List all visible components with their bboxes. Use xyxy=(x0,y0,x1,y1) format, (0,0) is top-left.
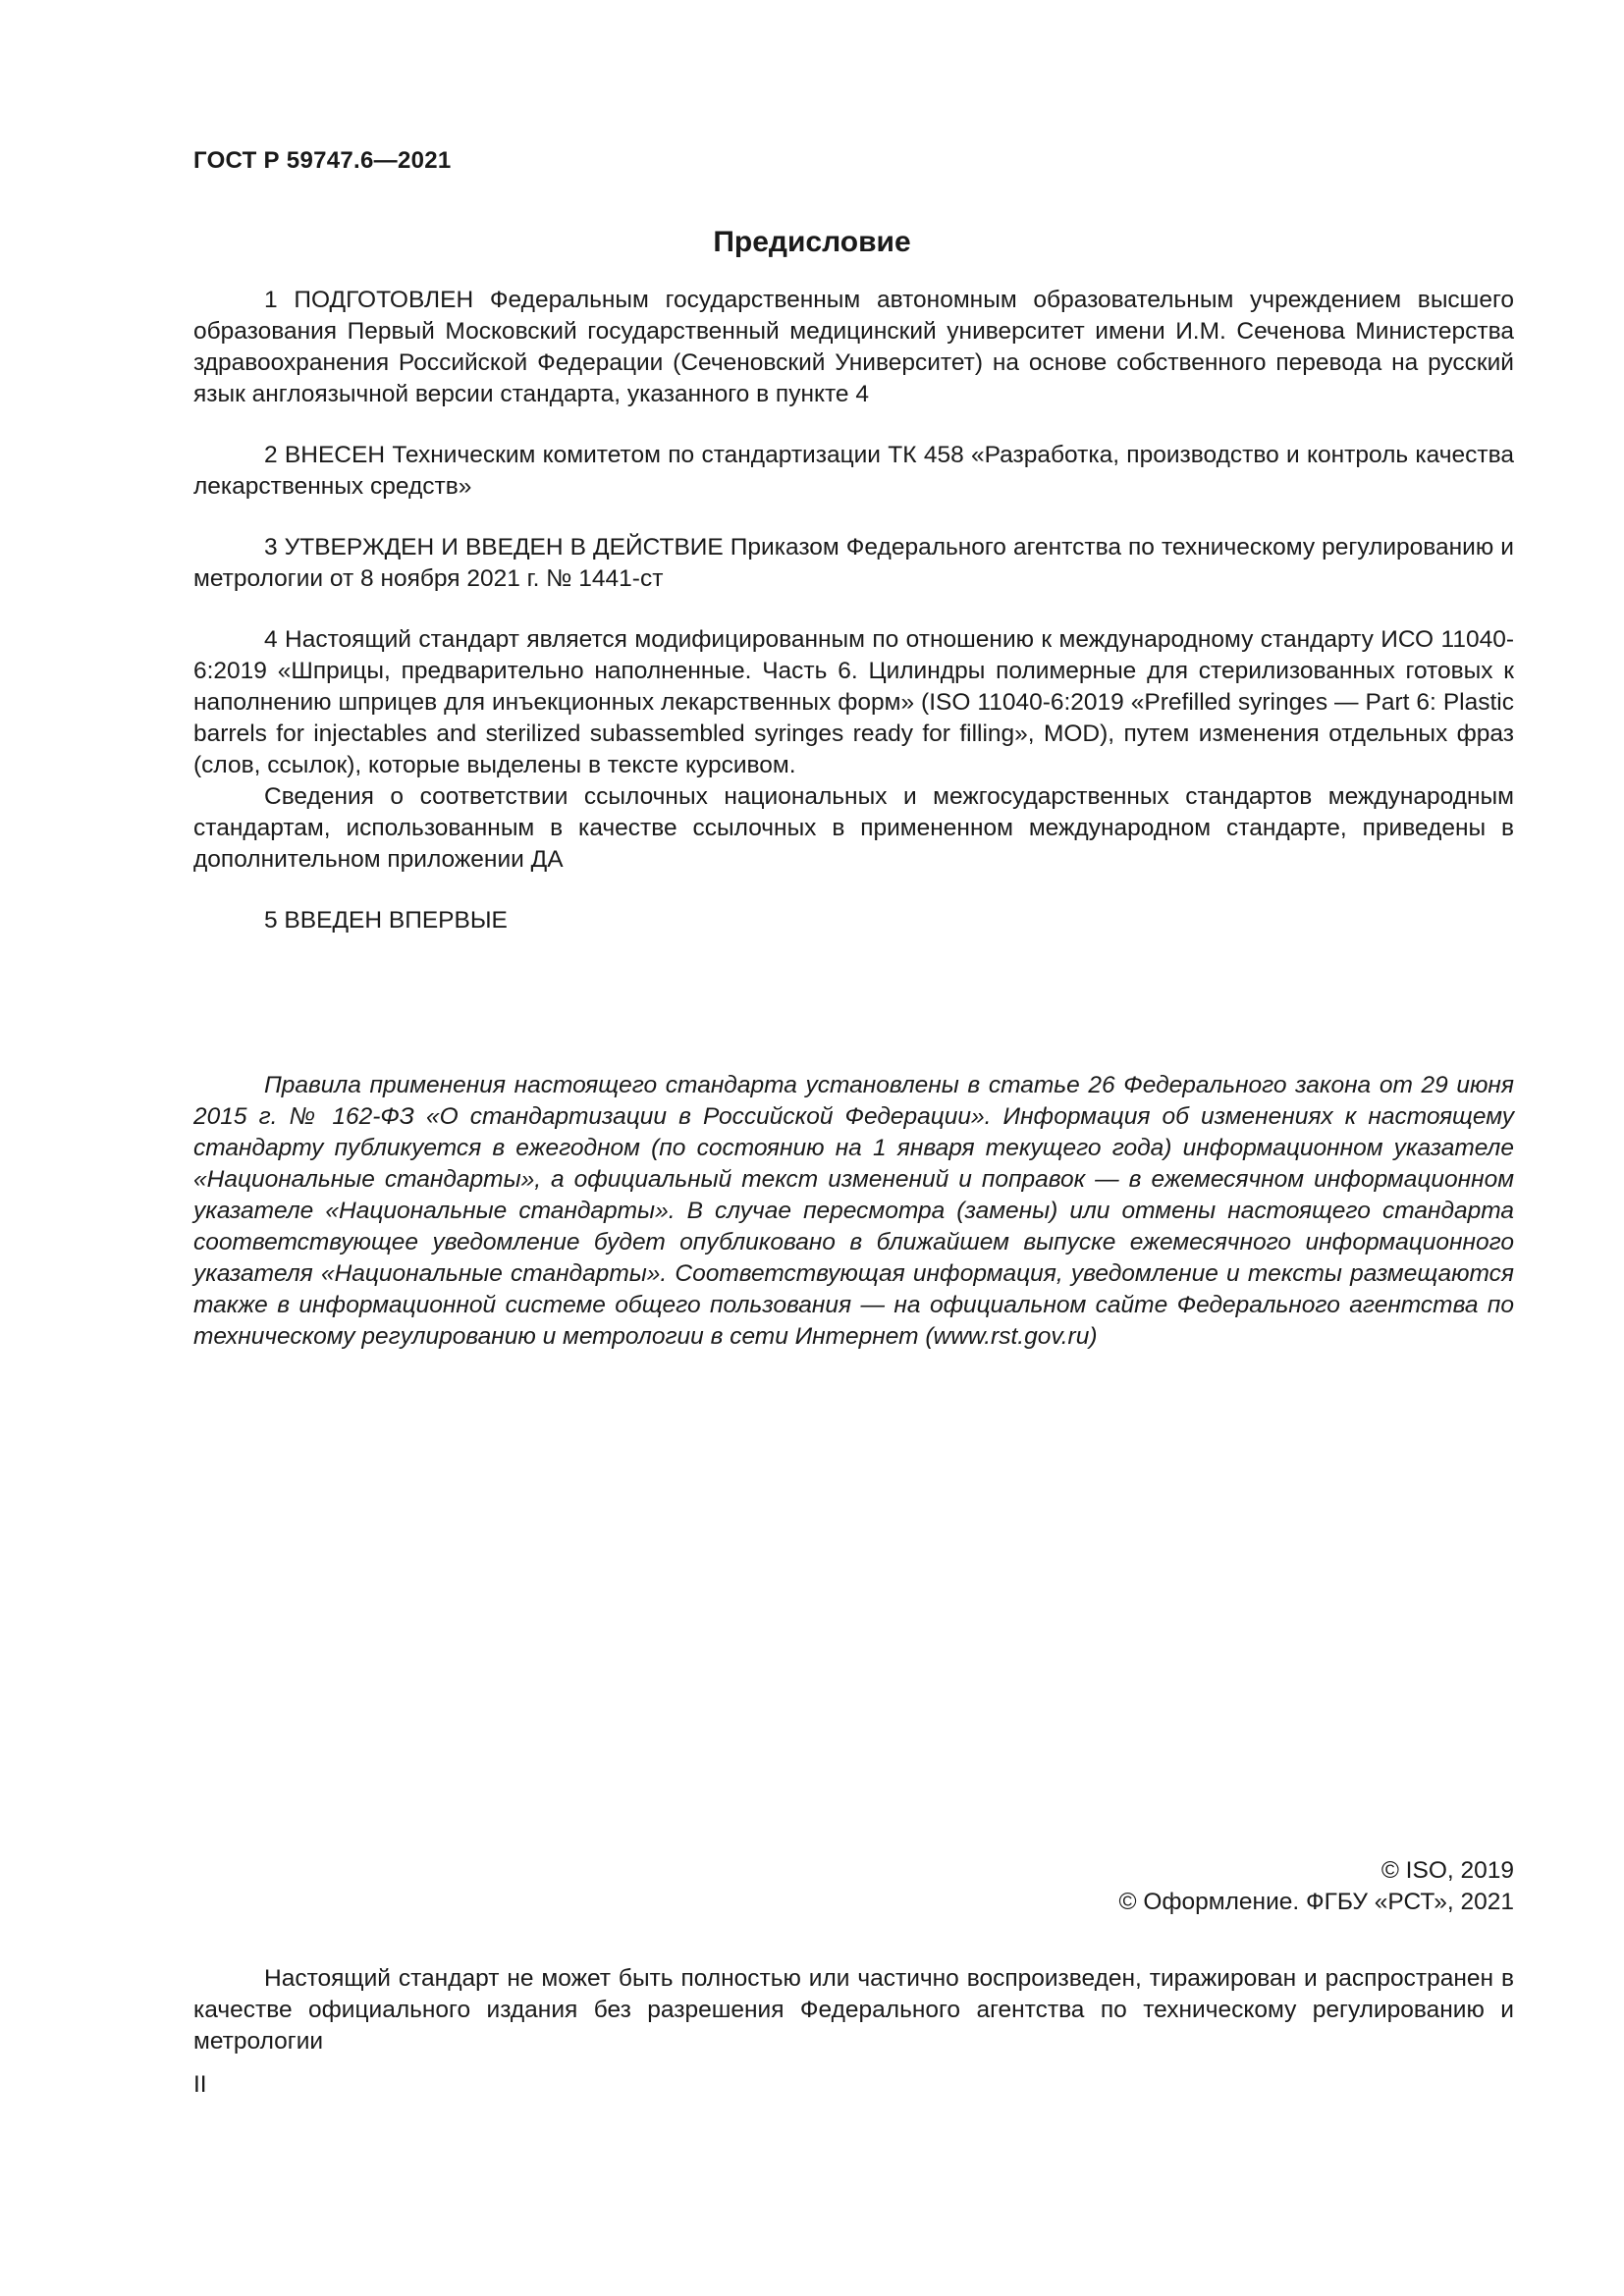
copyright-block xyxy=(1118,1855,1514,1918)
preface-item-3: 3 УТВЕРЖДЕН И ВВЕДЕН В ДЕЙСТВИЕ Приказом Федерального агентства по техническому регулированию и метрологии от 8 ноября 2021 г. № 1441-ст xyxy=(193,534,1514,592)
copyright-iso: © ISO, 2019 xyxy=(1380,1857,1514,1884)
application-rules-notice: Правила применения настоящего стандарта установлены в статье 26 Федерального закона от 29 июня 2015 г. № 162-ФЗ «О стандартизации в Российской Федерации». Информация об изменениях к настоящему стандарту публикуется в ежегодном (по состоянию на 1 января текущего года) информационном указателе «Национальные стандарты», а официальный текст изменений и поправок — в ежемесячном информационном указателе «Национальные стандарты». В случае пересмотра (замены) или отмены настоящего стандарта соответствующее уведомление будет опубликовано в ближайшем выпуске ежемесячного информационного указателя «Национальные стандарты». Соответствующая информация, уведомление и тексты размещаются также в информационной системе общего пользования — на официальном сайте Федерального агентства по техническому регулированию и метрологии в сети Интернет (www.rst.gov.ru) xyxy=(193,1072,1514,1350)
preface-item-5: 5 ВВЕДЕН ВПЕРВЫЕ xyxy=(264,907,508,934)
preface-item-2: 2 ВНЕСЕН Техническим комитетом по стандартизации ТК 458 «Разработка, производство и контроль качества лекарственных средств» xyxy=(193,442,1514,500)
copyright-design: © Оформление. ФГБУ «РСТ», 2021 xyxy=(1118,1889,1514,1915)
reproduction-disclaimer: Настоящий стандарт не может быть полностью или частично воспроизведен, тиражирован и распространен в качестве официального издания без разрешения Федерального агентства по техническому регулированию и метрологии xyxy=(193,1965,1514,2055)
preface-title: Предисловие xyxy=(713,226,911,258)
preface-item-1: 1 ПОДГОТОВЛЕН Федеральным государственным автономным образовательным учреждением высшего образования Первый Московский государственный медицинский университет имени И.М. Сеченова Министерства здравоохранения Российской Федерации (Сеченовский Университет) на основе собственного перевода на русский язык англоязычной версии стандарта, указанного в пункте 4 xyxy=(193,287,1514,407)
preface-body xyxy=(193,285,1514,936)
preface-item-4-note: Сведения о соответствии ссылочных национальных и межгосударственных стандартов международным стандартам, использованным в качестве ссылочных в примененном международном стандарте, приведены в дополнительном приложении ДА xyxy=(193,783,1514,873)
page-number: II xyxy=(193,2071,207,2098)
document-code: ГОСТ Р 59747.6—2021 xyxy=(193,147,452,174)
preface-item-4: 4 Настоящий стандарт является модифицированным по отношению к международному стандарту ИСО 11040-6:2019 «Шприцы, предварительно наполненные. Часть 6. Цилиндры полимерные для стерилизованных готовых к наполнению шприцев для инъекционных лекарственных форм» (ISO 11040-6:2019 «Prefilled syringes — Part 6: Plastic barrels for injectables and sterilized subassembled syringes ready for filling», MOD), путем изменения отдельных фраз (слов, ссылок), которые выделены в тексте курсивом. xyxy=(193,626,1514,778)
